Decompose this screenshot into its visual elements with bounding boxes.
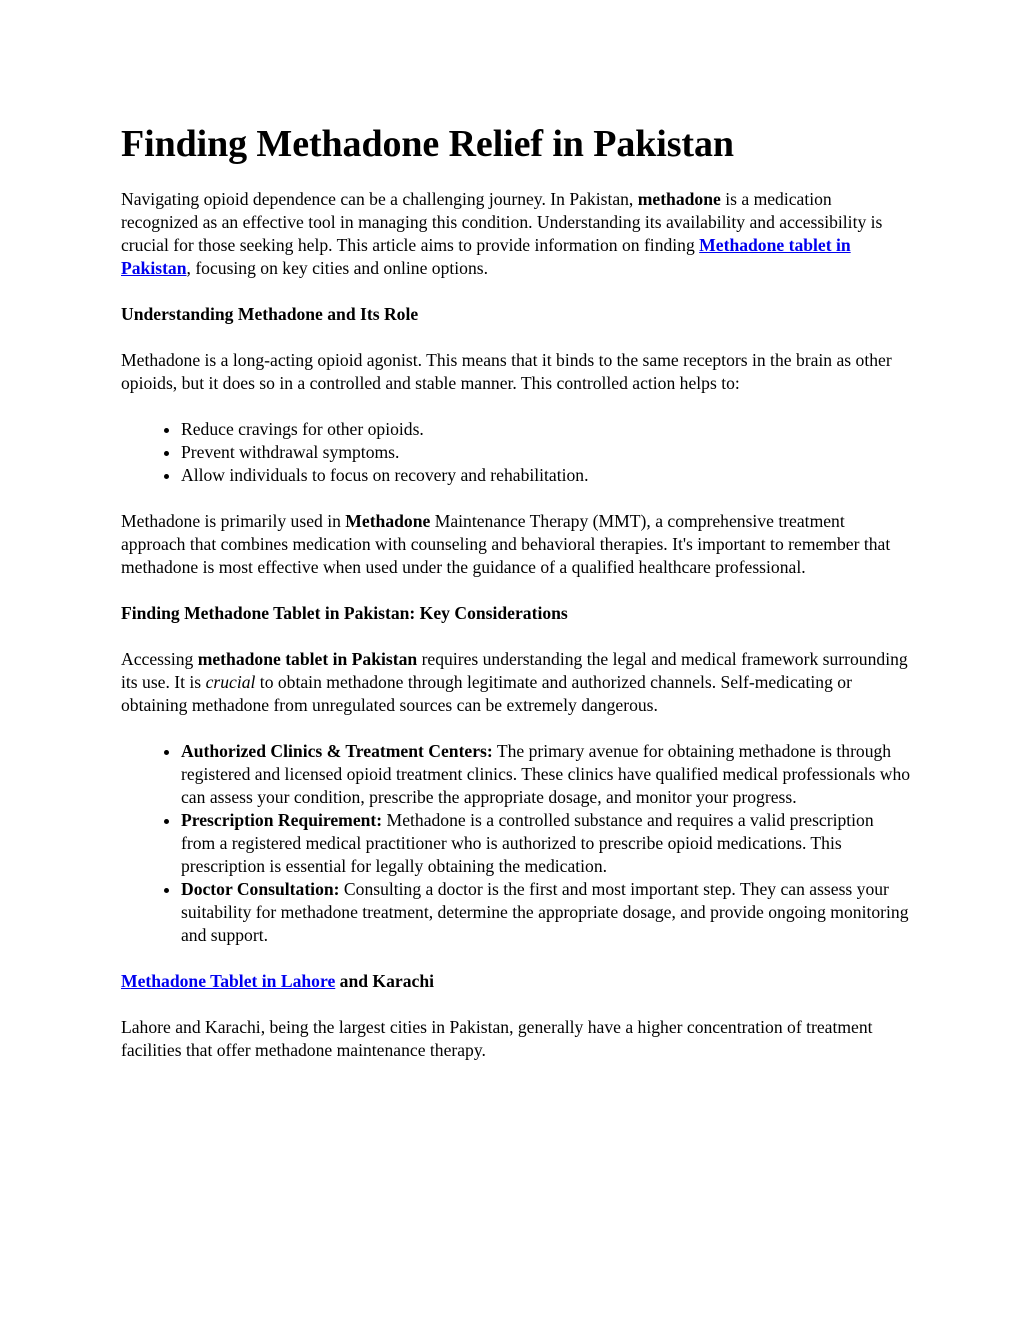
list-item-label: Doctor Consultation: <box>181 879 340 899</box>
section2-p1-italic: crucial <box>205 672 256 692</box>
section1-bullet-list <box>121 418 911 487</box>
methadone-tablet-pakistan-link[interactable]: Methadone tablet in Pakistan <box>121 235 851 278</box>
intro-paragraph <box>121 188 911 280</box>
intro-text-2: is a medication recognized as an effective tool in managing this condition. Understanding its availability and accessibility is crucial for those seeking help. This article aims to provide information on finding <box>121 189 883 255</box>
section2-p1-text-1: Accessing <box>121 649 198 669</box>
section1-paragraph-2 <box>121 510 911 579</box>
section-heading-understanding: Understanding Methadone and Its Role <box>121 304 419 324</box>
section1-paragraph-1: Methadone is a long-acting opioid agonist. This means that it binds to the same receptors in the brain as other opioids, but it does so in a controlled and stable manner. This controlled action helps to: <box>121 350 892 393</box>
list-item-text: The primary avenue for obtaining methadone is through registered and licensed opioid treatment clinics. These clinics have qualified medical professionals who can assess your condition, prescribe the appropriate dosage, and monitor your progress. <box>181 741 911 807</box>
section2-p1-text-2: requires understanding the legal and medical framework surrounding its use. It is <box>121 649 908 692</box>
page-title: Finding Methadone Relief in Pakistan <box>121 123 734 165</box>
section3-heading-text: and Karachi <box>335 971 434 991</box>
intro-text-3: , focusing on key cities and online options. <box>186 258 489 278</box>
section2-paragraph-1 <box>121 648 911 717</box>
methadone-tablet-lahore-link[interactable]: Methadone Tablet in Lahore <box>121 971 336 991</box>
intro-text-1: Navigating opioid dependence can be a challenging journey. In Pakistan, <box>121 189 638 209</box>
section2-p1-text-3: to obtain methadone through legitimate and authorized channels. Self-medicating or obtaining methadone from unregulated sources can be extremely dangerous. <box>121 672 852 715</box>
section1-p2-bold: Methadone <box>345 511 431 531</box>
list-item <box>181 740 911 809</box>
section-heading-lahore-karachi <box>121 970 911 993</box>
list-item: • Reduce cravings for other opioids. <box>181 418 911 441</box>
list-item-label: Authorized Clinics & Treatment Centers: <box>181 741 493 761</box>
section-heading-key-considerations: Finding Methadone Tablet in Pakistan: Key Considerations <box>121 603 568 623</box>
list-item: • Allow individuals to focus on recovery and rehabilitation. <box>181 464 911 487</box>
section1-p2-text-2: Maintenance Therapy (MMT), a comprehensive treatment approach that combines medication with counseling and behavioral therapies. It's important to remember that methadone is most effective when used under the guidance of a qualified healthcare professional. <box>121 511 891 577</box>
list-item <box>181 809 911 878</box>
section1-p2-text-1: Methadone is primarily used in <box>121 511 346 531</box>
section2-p1-bold: methadone tablet in Pakistan <box>197 649 418 669</box>
section2-bullet-list <box>121 740 911 947</box>
section3-paragraph-1: Lahore and Karachi, being the largest cities in Pakistan, generally have a higher concentration of treatment facilities that offer methadone maintenance therapy. <box>121 1017 873 1060</box>
document-page <box>121 120 911 1085</box>
list-item <box>181 878 911 947</box>
list-item-text: Consulting a doctor is the first and most important step. They can assess your suitability for methadone treatment, determine the appropriate dosage, and provide ongoing monitoring and support. <box>181 879 909 945</box>
list-item-label: Prescription Requirement: <box>181 810 383 830</box>
list-item-text: Methadone is a controlled substance and requires a valid prescription from a registered medical practitioner who is authorized to prescribe opioid medications. This prescription is essential for legally obtaining the medication. <box>181 810 874 876</box>
intro-bold-methadone: methadone <box>637 189 721 209</box>
list-item: • Prevent withdrawal symptoms. <box>181 441 911 464</box>
